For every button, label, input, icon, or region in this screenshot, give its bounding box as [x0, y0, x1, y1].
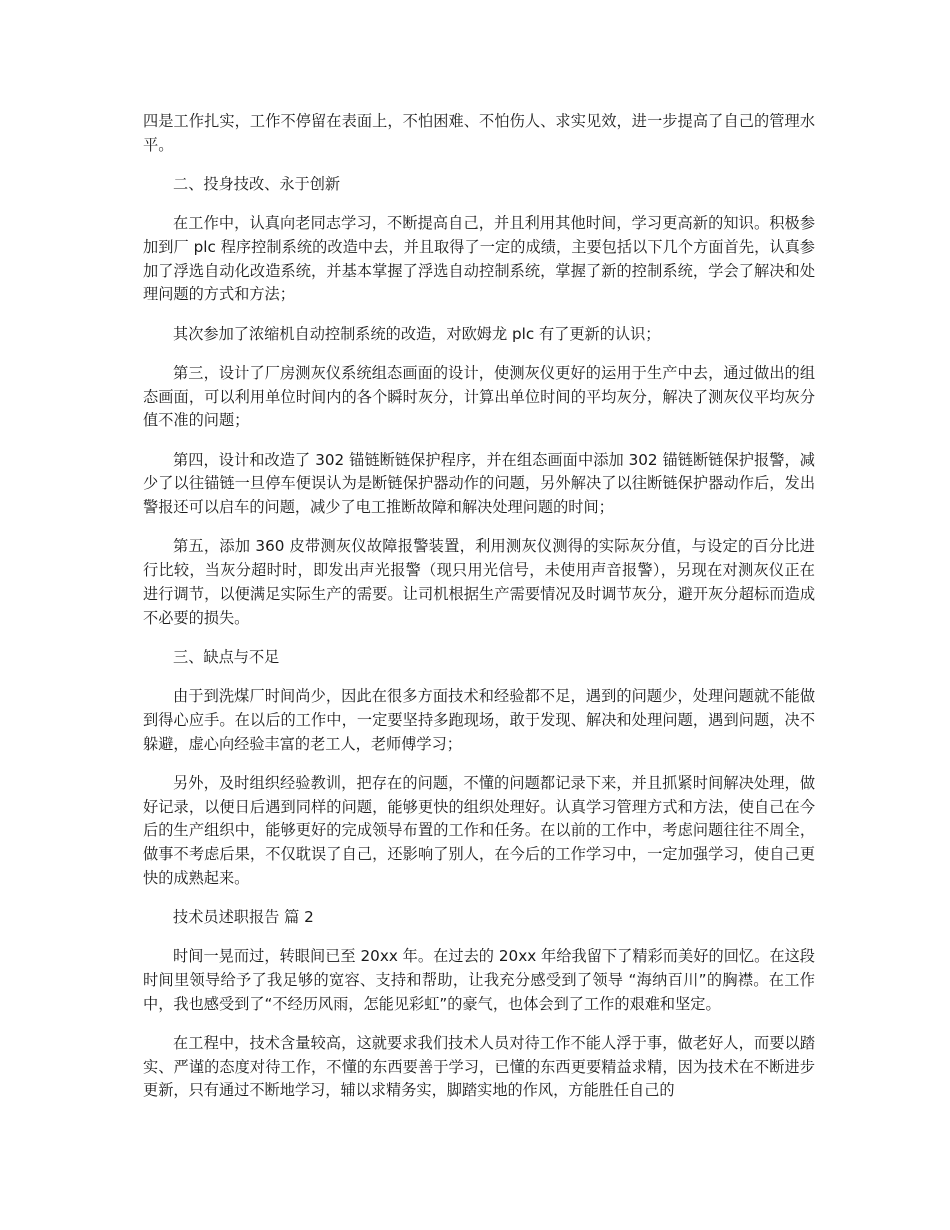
paragraph-experience: 由于到洗煤厂时间尚少，因此在很多方面技术和经验都不足，遇到的问题少，处理问题就不能做到得心应手。在以后的工作中，一定要坚持多跑现场，敢于发现、解决和处理问题，遇到问题，决不躲避，虚心向经验丰富的老工人，老师傅学习； — [143, 687, 815, 753]
paragraph-fourth-chain: 第四，设计和改造了 302 锚链断链保护程序，并在组态画面中添加 302 锚链断链保护报警，减少了以往锚链一旦停车便误认为是断链保护器动作的问题，另外解决了以往断链保护器动作后，发出警报还可以启车的问题，减少了电工推断故障和解决处理问题的时间； — [143, 450, 815, 517]
document-page — [143, 110, 815, 1119]
paragraph-time-flies: 时间一晃而过，转眼间已至 20xx 年。在过去的 20xx 年给我留下了精彩而美好的回忆。在这段时间里领导给予了我足够的宽容、支持和帮助，让我充分感受到了领导 “海纳百川”的胸襟。在工作中，我也感受到了“不经历风雨，怎能见彩虹”的豪气，也体会到了工作的艰难和坚定。 — [143, 947, 815, 1013]
paragraph-engineering: 在工程中，技术含量较高，这就要求我们技术人员对待工作不能人浮于事，做老好人，而要以踏实、严谨的态度对待工作，不懂的东西要善于学习，已懂的东西更要精益求精，因为技术在不断进步更新，只有通过不断地学习，辅以求精务实，脚踏实地的作风，方能胜任自己的 — [143, 1033, 815, 1100]
paragraph-thickener: 其次参加了浓缩机自动控制系统的改造，对欧姆龙 plc 有了更新的认识； — [173, 324, 661, 343]
section-heading-shortcomings: 三、缺点与不足 — [173, 647, 280, 666]
paragraph-learning-plc: 在工作中，认真向老同志学习，不断提高自己，并且利用其他时间，学习更高新的知识。积极参加到厂 plc 程序控制系统的改造中去，并且取得了一定的成绩，主要包括以下几个方面首先，认真参加了浮选自动化改造系统，并基本掌握了浮选自动控制系统，掌握了新的控制系统，学会了解决和处理问题的方式和方法； — [143, 214, 815, 304]
section-heading-innovation: 二、投身技改、永于创新 — [173, 175, 341, 193]
paragraph-lessons: 另外，及时组织经验教训，把存在的问题，不懂的问题都记录下来，并且抓紧时间解决处理，做好记录，以便日后遇到同样的问题，能够更快的组织处理好。认真学习管理方式和方法，使自己在今后的生产组织中，能够更好的完成领导布置的工作和任务。在以前的工作中，考虑问题往往不周全，做事不考虑后果，不仅耽误了自己，还影响了别人，在今后的工作学习中，一定加强学习，使自己更快的成熟起来。 — [143, 773, 815, 887]
paragraph-fifth-alarm: 第五，添加 360 皮带测灰仪故障报警装置，利用测灰仪测得的实际灰分值，与设定的百分比进行比较，当灰分超时时，即发出声光报警（现只用光信号，未使用声音报警），另现在对测灰仪正在进行调节，以便满足实际生产的需要。让司机根据生产需要情况及时调节灰分，避开灰分超标而造成不必要的损失。 — [143, 537, 815, 627]
paragraph-work-solid: 四是工作扎实，工作不停留在表面上，不怕困难、不怕伤人、求实见效，进一步提高了自己的管理水平。 — [143, 112, 815, 154]
report-title-part-2: 技术员述职报告 篇 2 — [173, 907, 314, 926]
paragraph-third-ash-meter: 第三，设计了厂房测灰仪系统组态画面的设计，使测灰仪更好的运用于生产中去，通过做出的组态画面，可以利用单位时间内的各个瞬时灰分，计算出单位时间的平均灰分，解决了测灰仪平均灰分值不准的问题； — [143, 364, 815, 430]
